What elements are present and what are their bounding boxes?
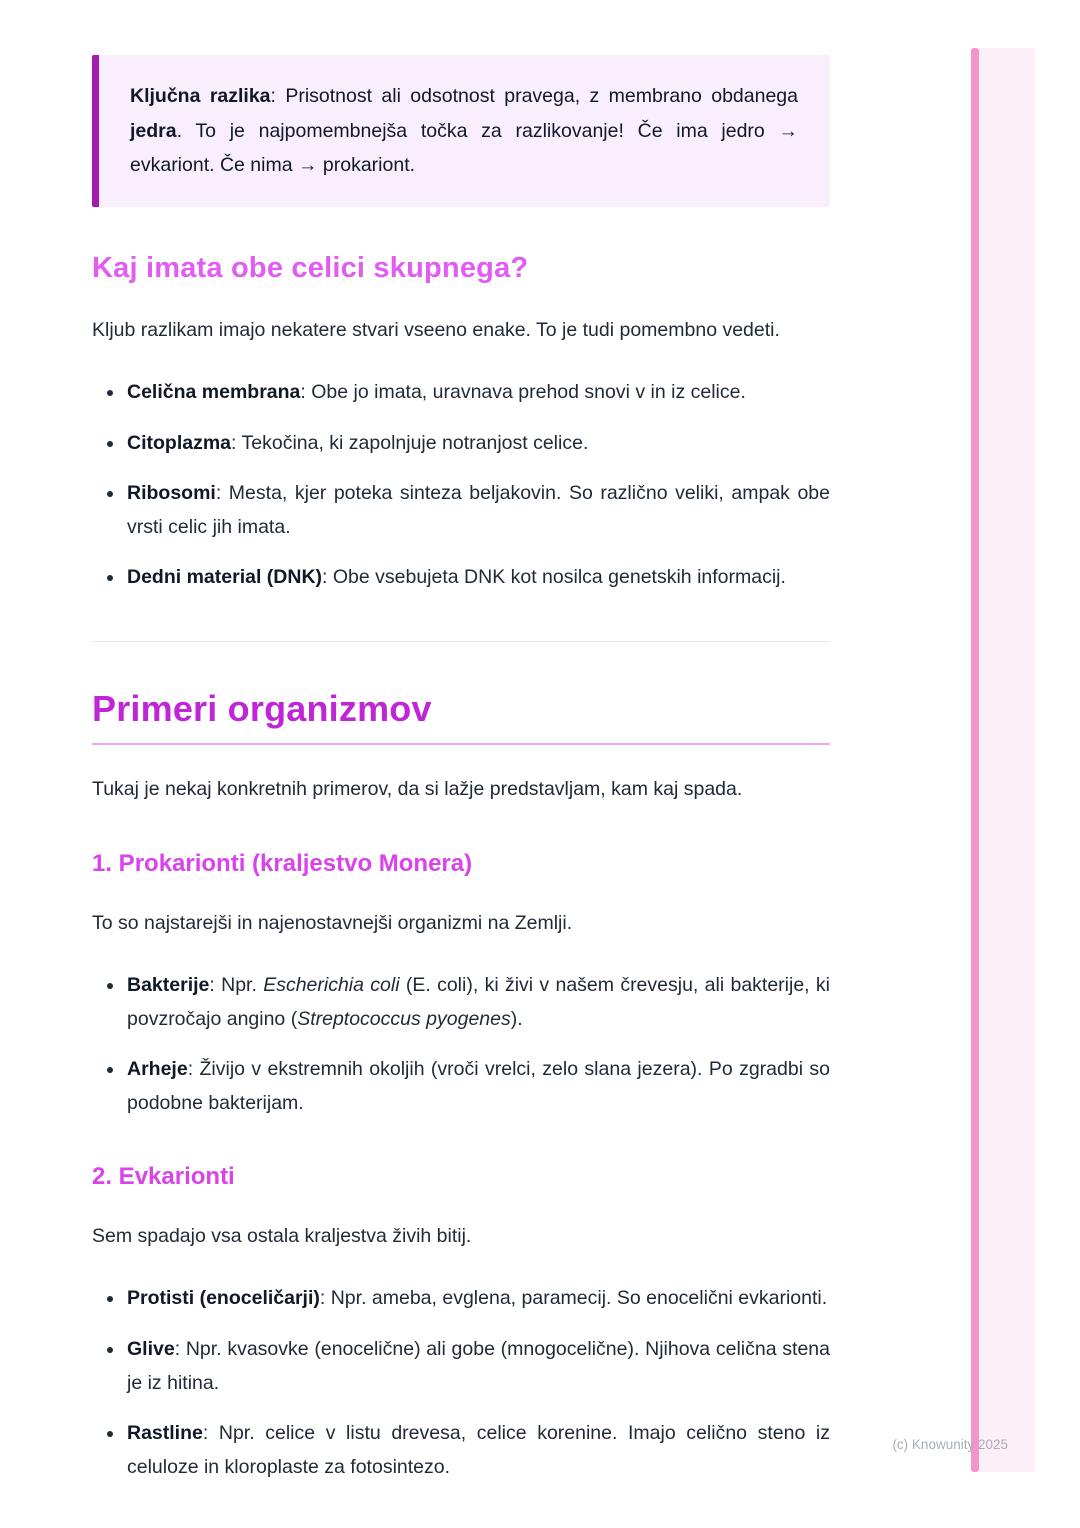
list-item: • Bakterije: Npr. Escherichia coli (E. coli), ki živi v našem črevesju, ali bakterije, ki povzročajo angino (Streptococcus pyogenes). [125, 969, 830, 1036]
list-item: • Celična membrana: Obe jo imata, uravnava prehod snovi v in iz celice. [125, 376, 830, 410]
page-title: Primeri organizmov [92, 687, 432, 729]
list-item: • Glive: Npr. kvasovke (enocelične) ali gobe (mnogocelične). Njihova celična stena je iz hitina. [125, 1333, 830, 1400]
subsection-heading-prokaryotes: 1. Prokarionti (kraljestvo Monera) [92, 850, 473, 878]
list-item: • Arheje: Živijo v ekstremnih okoljih (vroči vrelci, zelo slana jezera). Po zgradbi so podobne bakterijam. [125, 1053, 830, 1120]
common-features-list [92, 376, 830, 595]
list-item: • Citoplazma: Tekočina, ki zapolnjuje notranjost celice. [125, 427, 830, 461]
title-underline [92, 743, 830, 745]
prokaryotes-intro: To so najstarejši in najenostavnejši organizmi na Zemlji. [92, 912, 573, 935]
section-divider [92, 641, 830, 642]
common-intro: Kljub razlikam imajo nekatere stvari vseeno enake. To je tudi pomembno vedeti. [92, 318, 780, 341]
list-item: • Dedni material (DNK): Obe vsebujeta DNK kot nosilca genetskih informacij. [125, 561, 830, 595]
callout-text: Ključna razlika: Prisotnost ali odsotnost pravega, z membrano obdanega jedra. To je najpomembnejša točka za razlikovanje! Če ima jedro → evkariont. Če nima → prokariont. [130, 85, 799, 177]
prokaryote-examples-list [92, 969, 830, 1120]
section-heading-common: Kaj imata obe celici skupnega? [92, 252, 529, 285]
examples-intro: Tukaj je nekaj konkretnih primerov, da si lažje predstavljam, kam kaj spada. [92, 778, 743, 801]
document-content [92, 0, 830, 1484]
page-edge-stripe [971, 48, 979, 1472]
list-item: • Rastline: Npr. celice v listu drevesa, celice korenine. Imajo celično steno iz celuloze in kloroplaste za fotosintezo. [125, 1417, 830, 1484]
copyright-notice: (c) Knowunity 2025 [892, 1437, 1008, 1452]
key-difference-callout [92, 55, 830, 207]
eukaryote-examples-list [92, 1282, 830, 1484]
list-item: • Protisti (enoceličarji): Npr. ameba, evglena, paramecij. So enocelični evkarionti. [125, 1282, 830, 1316]
list-item: • Ribosomi: Mesta, kjer poteka sinteza beljakovin. So različno veliki, ampak obe vrsti celic jih imata. [125, 477, 830, 544]
page-margin-panel [979, 48, 1035, 1472]
subsection-heading-eukaryotes: 2. Evkarionti [92, 1163, 235, 1191]
eukaryotes-intro: Sem spadajo vsa ostala kraljestva živih bitij. [92, 1225, 472, 1248]
